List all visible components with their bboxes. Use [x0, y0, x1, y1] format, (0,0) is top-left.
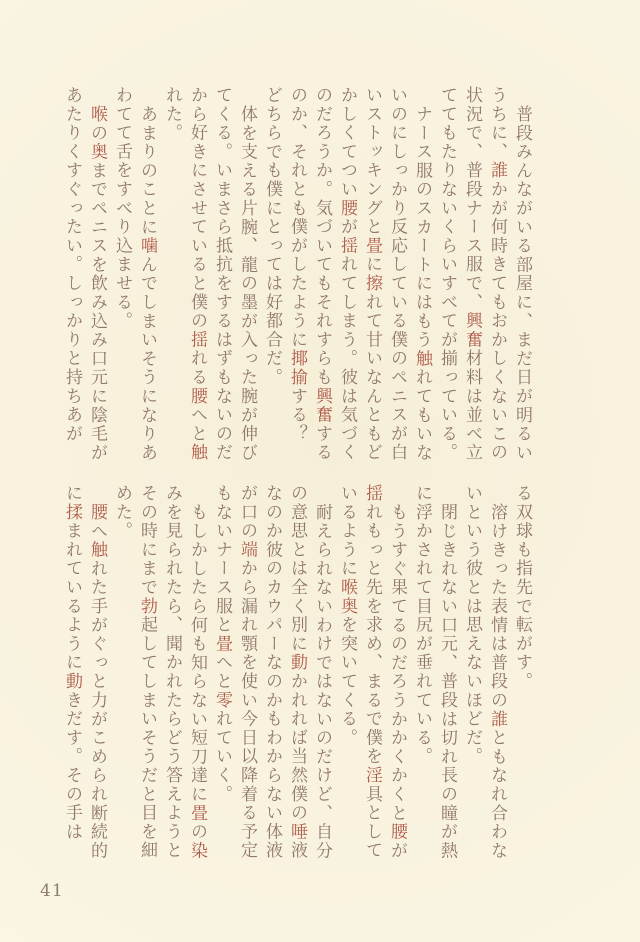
- paragraph: 閉じきれない口元、普段は切れ長の瞳が熱に浮かされて目尻が垂れている。: [412, 484, 457, 861]
- text-band-bottom: [59, 484, 534, 862]
- paragraph: もしかしたら何も知らない短刀達に畳の染みを見られたら、聞かれたらどう答えようとその時にまで勃起してしまいそうだと目を細めた。: [112, 484, 207, 861]
- paragraph: もうすぐ果てるのだろうかかくかくと腰が揺れもっと先を求め、まるで僕を淫具としているように喉奥を突いてくる。: [337, 484, 407, 861]
- paragraph: 普段みんながいる部屋に、まだ日が明るいうちに、誰かが何時きてもおかしくないこの状況で、普段ナース服で、興奮材料は並べ立ててもたりないくらいすべてが揃っている。: [437, 86, 532, 463]
- text-band-top: [59, 86, 534, 464]
- paragraph: ナース服のスカートにはもう触れてもいないのにしっかり反応している僕のペニスが白いストッキングと畳に擦れて甘いなんともどかしくてつい腰が揺れてしまう。彼は気づくのだろうか。気づいてもそれすらも興奮するのか、それとも僕がしたように揶揄する？ どちらでも僕にとっては好都合だ。: [262, 86, 432, 463]
- paragraph: 腰へ触れた手がぐっと力がこめられ断続的に揉まれているように動きだす。その手は: [62, 484, 107, 861]
- page-number: 41: [40, 881, 64, 901]
- paragraph-continuation: る双球も指先で転がす。: [512, 484, 532, 691]
- paragraph: 喉の奥までペニスを飲み込み口元に陰毛があたりくすぐったい。しっかりと持ちあが: [62, 86, 107, 463]
- paragraph: あまりのことに噛んでしまいそうになりあわてて舌をすべり込ませる。: [112, 86, 157, 463]
- paragraph: 体を支える片腕、龍の墨が入った腕が伸びてくる。いまさら抵抗をするはずもないのだから好きにさせていると僕の揺れる腰へと触れた。: [162, 86, 257, 463]
- paragraph: 溶けきった表情は普段の誰ともなれ合わないという彼とは思えないほどだ。: [462, 484, 507, 861]
- paragraph: 耐えられないわけではないのだけど、自分の意思とは全く別に動かれれば当然僕の唾液なのか彼のカウパーなのかもわからない体液が口の端から漏れ顎を使い今日以降着る予定もないナース服と畳へと零れていく。: [212, 484, 332, 861]
